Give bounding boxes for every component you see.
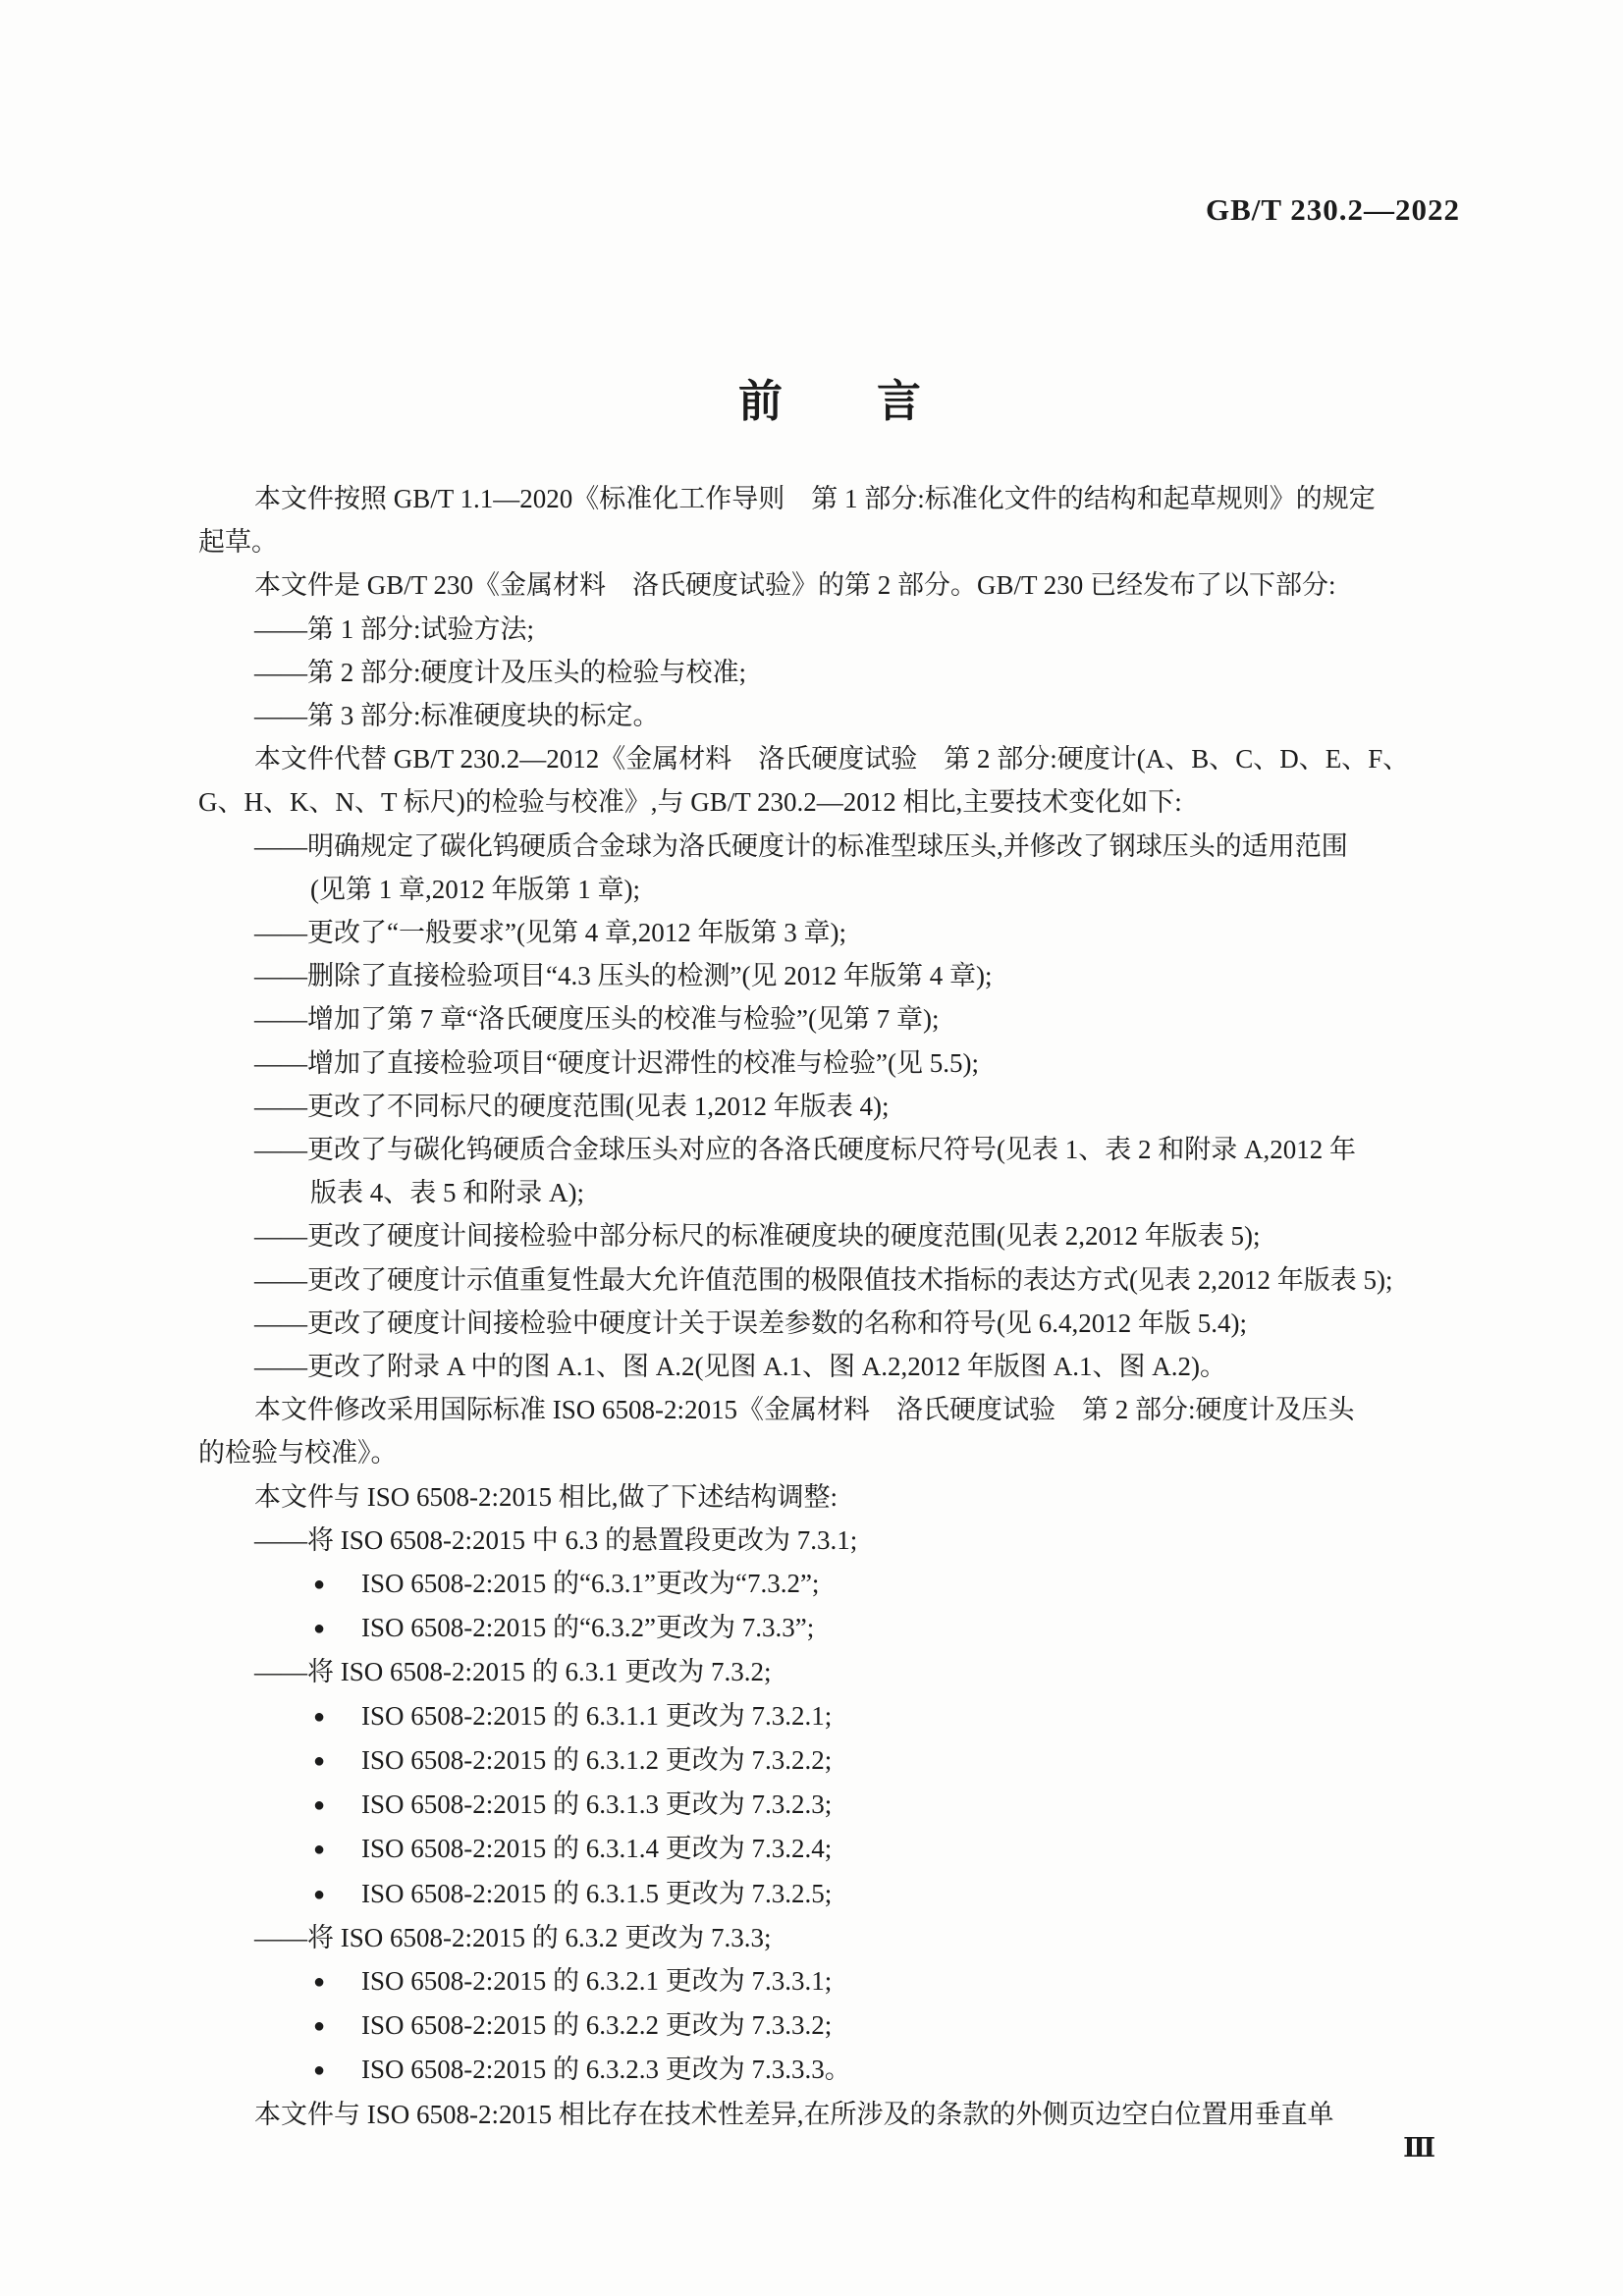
list-item-text: ISO 6508-2:2015 的 6.3.2.3 更改为 7.3.3.3。 bbox=[361, 2055, 851, 2085]
paragraph-line: 本文件修改采用国际标准 ISO 6508-2:2015《金属材料 洛氏硬度试验 第 2 部分:硬度计及压头 bbox=[254, 1395, 1355, 1425]
bullet-icon: ● bbox=[313, 1749, 326, 1772]
list-item-dash: ——更改了硬度计间接检验中硬度计关于误差参数的名称和符号(见 6.4,2012 年版 5.4); bbox=[254, 1308, 1247, 1338]
paragraph-line: 的检验与校准》。 bbox=[198, 1438, 398, 1468]
list-item-bullet bbox=[198, 1959, 1463, 2003]
page-title: 前 言 bbox=[737, 377, 923, 427]
list-item-dash: ——第 2 部分:硬度计及压头的检验与校准; bbox=[254, 657, 747, 687]
bullet-icon: ● bbox=[313, 1618, 326, 1640]
bullet-icon: ● bbox=[313, 2015, 326, 2038]
list-item-dash: ——更改了“一般要求”(见第 4 章,2012 年版第 3 章); bbox=[254, 918, 846, 948]
list-item-dash: ——第 1 部分:试验方法; bbox=[254, 614, 535, 644]
list-item-text: ISO 6508-2:2015 的 6.3.1.2 更改为 7.3.2.2; bbox=[361, 1744, 833, 1775]
list-item-dash: ——更改了附录 A 中的图 A.1、图 A.2(见图 A.1、图 A.2,2012 年版图 A.1、图 A.2)。 bbox=[254, 1352, 1226, 1382]
body-text bbox=[198, 477, 1463, 2136]
list-item-dash: ——更改了硬度计间接检验中部分标尺的标准硬度块的硬度范围(见表 2,2012 年版表 5); bbox=[254, 1221, 1261, 1252]
list-item-bullet bbox=[198, 1872, 1463, 1916]
bullet-icon: ● bbox=[313, 1794, 326, 1817]
list-item-bullet bbox=[198, 2003, 1463, 2048]
page-number: Ⅲ bbox=[1403, 2133, 1435, 2163]
list-item-dash: ——删除了直接检验项目“4.3 压头的检测”(见 2012 年版第 4 章); bbox=[254, 961, 993, 991]
list-item-bullet bbox=[198, 1562, 1463, 1606]
paragraph-line: 本文件按照 GB/T 1.1—2020《标准化工作导则 第 1 部分:标准化文件的结构和起草规则》的规定 bbox=[254, 484, 1376, 513]
list-item-bullet bbox=[198, 1783, 1463, 1827]
list-item-dash: ——将 ISO 6508-2:2015 中 6.3 的悬置段更改为 7.3.1; bbox=[254, 1524, 858, 1555]
paragraph-line: G、H、K、N、T 标尺)的检验与校准》,与 GB/T 230.2—2012 相比,主要技术变化如下: bbox=[198, 787, 1182, 818]
list-item-bullet bbox=[198, 1827, 1463, 1871]
list-item-text: ISO 6508-2:2015 的 6.3.2.1 更改为 7.3.3.1; bbox=[361, 1965, 833, 1996]
list-item-text: ISO 6508-2:2015 的 6.3.1.5 更改为 7.3.2.5; bbox=[361, 1878, 833, 1908]
bullet-icon: ● bbox=[313, 1970, 326, 1993]
list-item-text: ISO 6508-2:2015 的 6.3.2.2 更改为 7.3.3.2; bbox=[361, 2010, 833, 2041]
paragraph-line: 本文件与 ISO 6508-2:2015 相比存在技术性差异,在所涉及的条款的外侧页边空白位置用垂直单 bbox=[254, 2099, 1334, 2129]
list-item-dash: ——增加了第 7 章“洛氏硬度压头的校准与检验”(见第 7 章); bbox=[254, 1004, 940, 1035]
list-item-bullet bbox=[198, 2048, 1463, 2092]
list-item-dash-continuation: 版表 4、表 5 和附录 A); bbox=[310, 1178, 584, 1208]
document-number: GB/T 230.2—2022 bbox=[1205, 192, 1460, 227]
list-item-dash: ——第 3 部分:标准硬度块的标定。 bbox=[254, 701, 660, 731]
bullet-icon: ● bbox=[313, 1705, 326, 1728]
list-item-bullet bbox=[198, 1694, 1463, 1738]
bullet-icon: ● bbox=[313, 2059, 326, 2082]
bullet-icon: ● bbox=[313, 1839, 326, 1861]
list-item-dash: ——将 ISO 6508-2:2015 的 6.3.2 更改为 7.3.3; bbox=[254, 1922, 772, 1952]
list-item-text: ISO 6508-2:2015 的“6.3.2”更改为 7.3.3”; bbox=[361, 1613, 815, 1643]
list-item-dash-continuation: (见第 1 章,2012 年版第 1 章); bbox=[310, 874, 640, 904]
list-item-dash: ——更改了硬度计示值重复性最大允许值范围的极限值技术指标的表达方式(见表 2,2012 年版表 5); bbox=[254, 1264, 1393, 1295]
list-item-dash: ——明确规定了碳化钨硬质合金球为洛氏硬度计的标准型球压头,并修改了钢球压头的适用范围 bbox=[254, 830, 1348, 861]
list-item-bullet bbox=[198, 1606, 1463, 1650]
list-item-text: ISO 6508-2:2015 的 6.3.1.4 更改为 7.3.2.4; bbox=[361, 1834, 833, 1864]
list-item-bullet bbox=[198, 1738, 1463, 1783]
list-item-text: ISO 6508-2:2015 的 6.3.1.3 更改为 7.3.2.3; bbox=[361, 1789, 833, 1820]
list-item-dash: ——将 ISO 6508-2:2015 的 6.3.1 更改为 7.3.2; bbox=[254, 1657, 772, 1687]
bullet-icon: ● bbox=[313, 1574, 326, 1596]
paragraph-line: 本文件是 GB/T 230《金属材料 洛氏硬度试验》的第 2 部分。GB/T 230 已经发布了以下部分: bbox=[254, 570, 1336, 601]
bullet-icon: ● bbox=[313, 1883, 326, 1905]
paragraph-line: 起草。 bbox=[198, 527, 278, 558]
list-item-text: ISO 6508-2:2015 的“6.3.1”更改为“7.3.2”; bbox=[361, 1569, 820, 1599]
list-item-dash: ——增加了直接检验项目“硬度计迟滞性的校准与检验”(见 5.5); bbox=[254, 1047, 979, 1078]
paragraph-line: 本文件代替 GB/T 230.2—2012《金属材料 洛氏硬度试验 第 2 部分:硬度计(A、B、C、D、E、F、 bbox=[254, 744, 1410, 774]
paragraph-line: 本文件与 ISO 6508-2:2015 相比,做了下述结构调整: bbox=[254, 1481, 838, 1512]
list-item-dash: ——更改了与碳化钨硬质合金球压头对应的各洛氏硬度标尺符号(见表 1、表 2 和附录 A,2012 年 bbox=[254, 1135, 1356, 1165]
list-item-dash: ——更改了不同标尺的硬度范围(见表 1,2012 年版表 4); bbox=[254, 1091, 890, 1121]
list-item-text: ISO 6508-2:2015 的 6.3.1.1 更改为 7.3.2.1; bbox=[361, 1700, 833, 1731]
